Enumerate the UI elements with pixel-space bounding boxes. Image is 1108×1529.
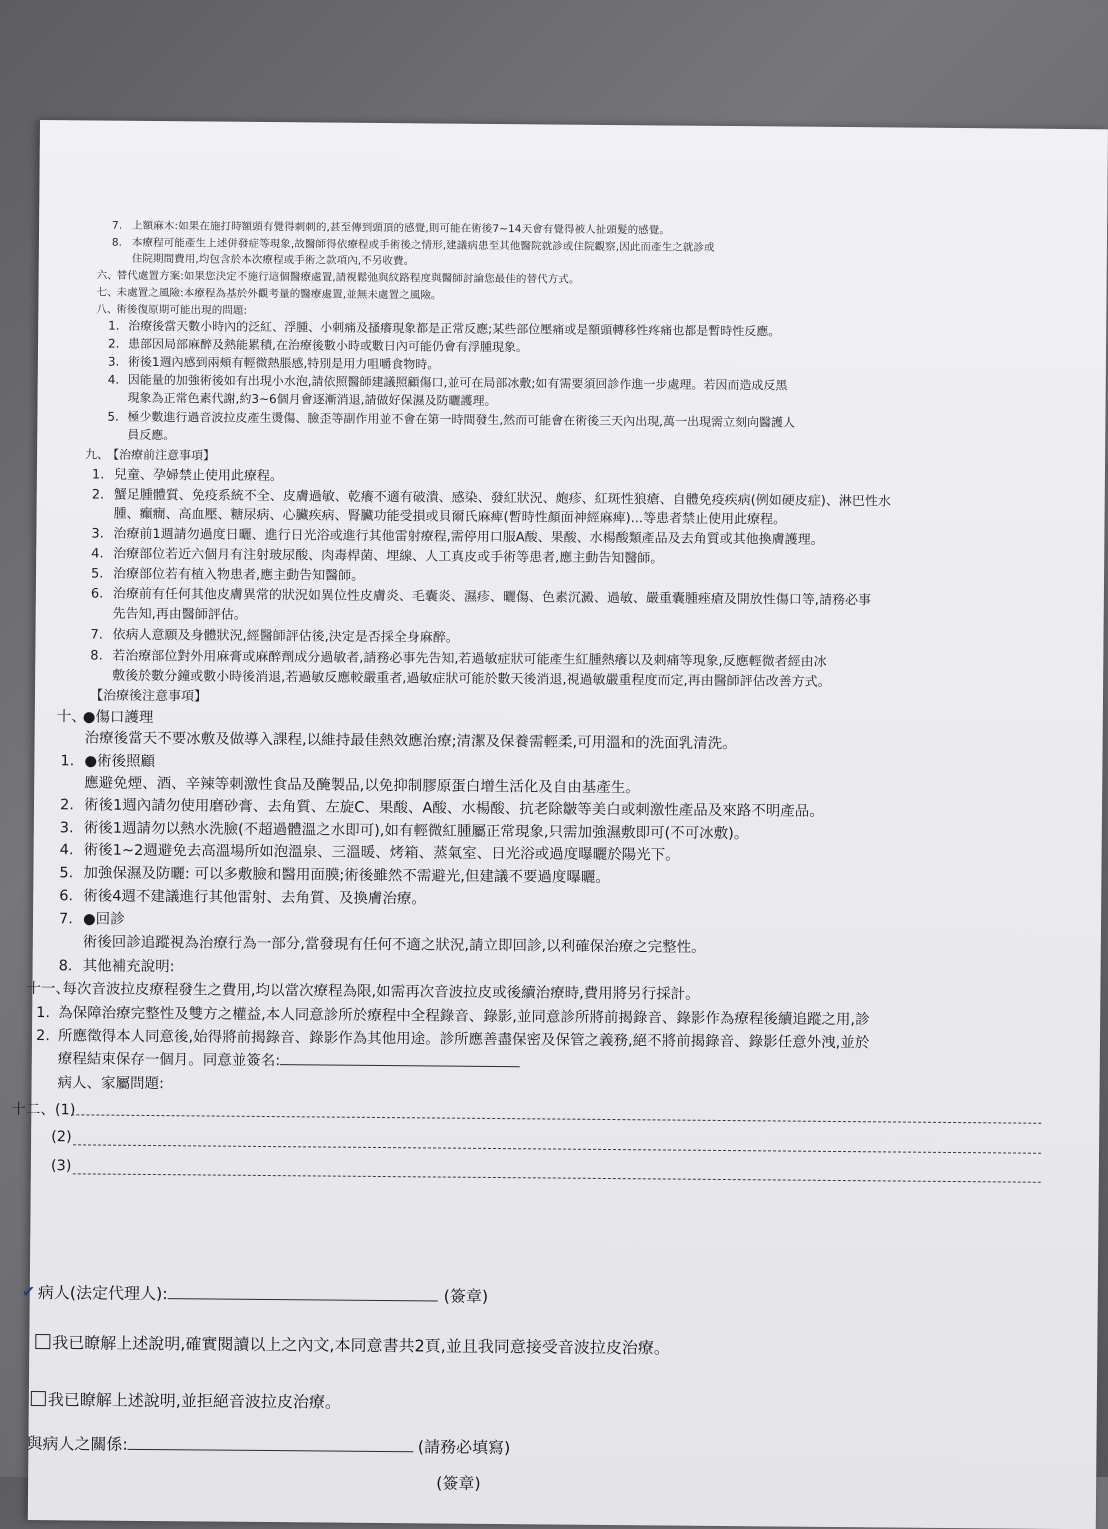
list-item: 4. 術後1~2週避免去高溫場所如泡溫泉、三溫暖、烤箱、蒸氣室、日光浴或過度曝曬於陽光下。 xyxy=(59,842,680,864)
list-item-continuation: 腫、癲癇、高血壓、糖尿病、心臟疾病、腎臟功能受損或貝爾氏麻痺(暫時性顏面神經麻痺)...等患者禁止使用此療程。 xyxy=(113,506,787,528)
section-heading: 病人、家屬問題: xyxy=(57,1075,165,1093)
seal-label-cut-off: (簽章) xyxy=(436,1473,481,1493)
list-item: 6. 術後4週不建議進行其他雷射、去角質、及換膚治療。 xyxy=(59,888,427,908)
list-item: 4. 治療部位若近六個月有注射玻尿酸、肉毒桿菌、埋線、人工真皮或手術等患者,應主動告知醫師。 xyxy=(91,546,664,567)
list-item: 2. 蟹足腫體質、免疫系統不全、皮膚過敏、乾癢不適有破潰、感染、發紅狀況、皰疹、紅斑性狼瘡、自體免疫疾病(例如硬皮症)、淋巴性水 xyxy=(91,487,891,510)
consent-signature-field[interactable] xyxy=(280,1064,520,1067)
document-body xyxy=(11,120,1108,1529)
list-item: 2. 所應徵得本人同意後,始得將前揭錄音、錄影作為其他用途。診所應善盡保密及保管之義務,絕不將前揭錄音、錄影任意外洩,並於 xyxy=(35,1028,870,1052)
section-heading: 九、【治療前注意事項】 xyxy=(85,447,216,463)
section-heading: 十一、每次音波拉皮療程發生之費用,均以當次療程為限,如需再次音波拉皮或後續治療時,費用將另行採計。 xyxy=(26,980,700,1003)
consent-signature-line: 療程結束保存一個月。同意並簽名: xyxy=(58,1047,521,1072)
list-item: 3. 術後1週內感到兩頰有輕微熱脹感,特別是用力咀嚼食物時。 xyxy=(107,354,440,372)
section-heading: 八、術後復原期可能出現的問題: xyxy=(96,303,248,317)
list-item-continuation: 員反應。 xyxy=(127,427,176,443)
refuse-option[interactable]: 我已瞭解上述說明,並拒絕音波拉皮治療。 xyxy=(31,1387,341,1413)
list-item-continuation: 現象為正常色素代謝,約3~6個月會逐漸消退,請做好保濕及防曬護理。 xyxy=(127,390,497,408)
list-item: 7. ●回診 xyxy=(58,911,125,928)
list-item: 6. 治療前有任何其他皮膚異常的狀況如異位性皮膚炎、毛囊炎、濕疹、曬傷、色素沉澱、過敏、嚴重囊腫痤瘡及開放性傷口等,請務必事 xyxy=(90,586,872,609)
question-number: (2) xyxy=(51,1129,72,1146)
list-item: 3. 治療前1週請勿過度日曬、進行日光浴或進行其他雷射療程,需停用口服A酸、果酸、水楊酸類產品及去角質或其他換膚護理。 xyxy=(91,526,824,548)
refuse-checkbox[interactable] xyxy=(31,1391,46,1406)
list-item: 1. 治療後當天數小時內的泛紅、浮腫、小刺痛及搔癢現象都是正常反應;某些部位壓痛或是額頭轉移性疼痛也都是暫時性反應。 xyxy=(108,318,781,339)
list-item-continuation: 住院期間費用,均包含於本次療程或手術之款項內,不另收費。 xyxy=(131,252,415,268)
list-item: 7. 上額麻木:如果在施打時額頭有覺得刺刺的,甚至傳到頭頂的感覺,則可能在術後7~14天會有覺得被人扯頭髮的感覺。 xyxy=(112,219,671,237)
agree-option[interactable]: 我已瞭解上述說明,確實閱讀以上之內文,本同意書共2頁,並且我同意接受音波拉皮治療。 xyxy=(35,1330,670,1359)
list-item-continuation: 敷後於數分鐘或數小時後消退,若過敏反應較嚴重者,過敏症狀可能於數天後消退,視過敏嚴重程度而定,再由醫師評估改善方式。 xyxy=(112,668,831,690)
relationship-row: 與病人之關係: (請務必填寫) xyxy=(26,1433,511,1458)
paragraph: 治療後當天不要冰敷及做導入課程,以維持最佳熱效應治療;清潔及保養需輕柔,可用溫和的洗面乳清洗。 xyxy=(84,730,737,753)
section-heading: 十、●傷口護理 xyxy=(56,709,154,727)
list-item: 2. 術後1週內請勿使用磨砂膏、去角質、左旋C、果酸、A酸、水楊酸、抗老除皺等美白或刺激性產品及來路不明產品。 xyxy=(59,797,824,820)
question-input-line[interactable] xyxy=(73,1173,1041,1182)
consent-form-page xyxy=(11,120,1108,1529)
section-heading: 六、替代處置方案:如果您決定不施行這個醫療處置,請視鬆弛與紋路程度與醫師討論您最佳的替代方式。 xyxy=(96,269,580,286)
list-item: 8. 本療程可能產生上述併發症等現象,故醫師得依療程或手術後之情形,建議病患至其他醫院就診或住院觀察,因此而產生之就診或 xyxy=(111,236,715,254)
question-input-line[interactable] xyxy=(71,1114,1041,1123)
list-item: 7. 依病人意願及身體狀況,經醫師評估後,決定是否採全身麻醉。 xyxy=(90,627,459,646)
patient-signature-row: 病人(法定代理人): (簽章) xyxy=(37,1283,489,1306)
list-item: 3. 術後1週請勿以熱水洗臉(不超過體溫之水即可),如有輕微紅腫屬正常現象,只需加強濕敷即可(不可冰敷)。 xyxy=(59,820,749,843)
paragraph: 術後回診追蹤視為治療行為一部分,當發現有任何不適之狀況,請立即回診,以利確保治療之完整性。 xyxy=(82,934,706,956)
agree-checkbox[interactable] xyxy=(35,1334,50,1349)
list-item: 1. 為保障治療完整性及雙方之權益,本人同意診所於療程中全程錄音、錄影,並同意診所將前揭錄音、錄影作為療程後續追蹤之用,診 xyxy=(36,1005,870,1029)
list-item: 1. 兒童、孕婦禁止使用此療程。 xyxy=(91,467,283,485)
list-item: 5. 極少數進行過音波拉皮產生燙傷、臉歪等副作用並不會在第一時間發生,然而可能會在術後三天內出現,萬一出現需立刻向醫護人 xyxy=(107,409,796,430)
list-item-continuation: 先告知,再由醫師評估。 xyxy=(112,606,247,623)
section-heading: 七、未處置之風險:本療程為基於外觀考量的醫療處置,並無未處置之風險。 xyxy=(96,286,442,302)
list-item: 5. 治療部位若有植入物患者,應主動告知醫師。 xyxy=(90,566,365,584)
paragraph: 應避免煙、酒、辛辣等刺激性食品及醃製品,以免抑制膠原蛋白增生活化及自由基產生。 xyxy=(84,775,640,797)
list-item: 4. 因能量的加強術後如有出現小水泡,請依照醫師建議照顧傷口,並可在局部冰敷;如有需要須回診作進一步處理。若因而造成反黑 xyxy=(107,372,788,393)
list-item: 2. 患部因局部麻醉及熱能累積,在治療後數小時或數日內可能仍會有浮腫現象。 xyxy=(107,336,528,355)
list-item: 1. ●術後照顧 xyxy=(60,753,156,771)
relationship-field[interactable] xyxy=(128,1449,414,1452)
question-number: 十二、(1) xyxy=(11,1101,76,1119)
section-heading: 【治療後注意事項】 xyxy=(89,688,208,705)
patient-signature-field[interactable] xyxy=(168,1298,438,1301)
list-item: 5. 加強保濕及防曬: 可以多敷臉和醫用面膜;術後雖然不需避光,但建議不要過度曝曬。 xyxy=(59,865,610,887)
check-mark-icon: ✔ xyxy=(21,1281,36,1302)
list-item: 8. 其他補充說明: xyxy=(58,958,175,976)
list-item: 8. 若治療部位對外用麻膏或麻醉劑成分過敏者,請務必事先告知,若過敏症狀可能產生紅腫熱癢以及刺痛等現象,反應輕微者經由冰 xyxy=(90,648,827,670)
question-number: (3) xyxy=(50,1158,72,1175)
question-input-line[interactable] xyxy=(73,1144,1041,1153)
